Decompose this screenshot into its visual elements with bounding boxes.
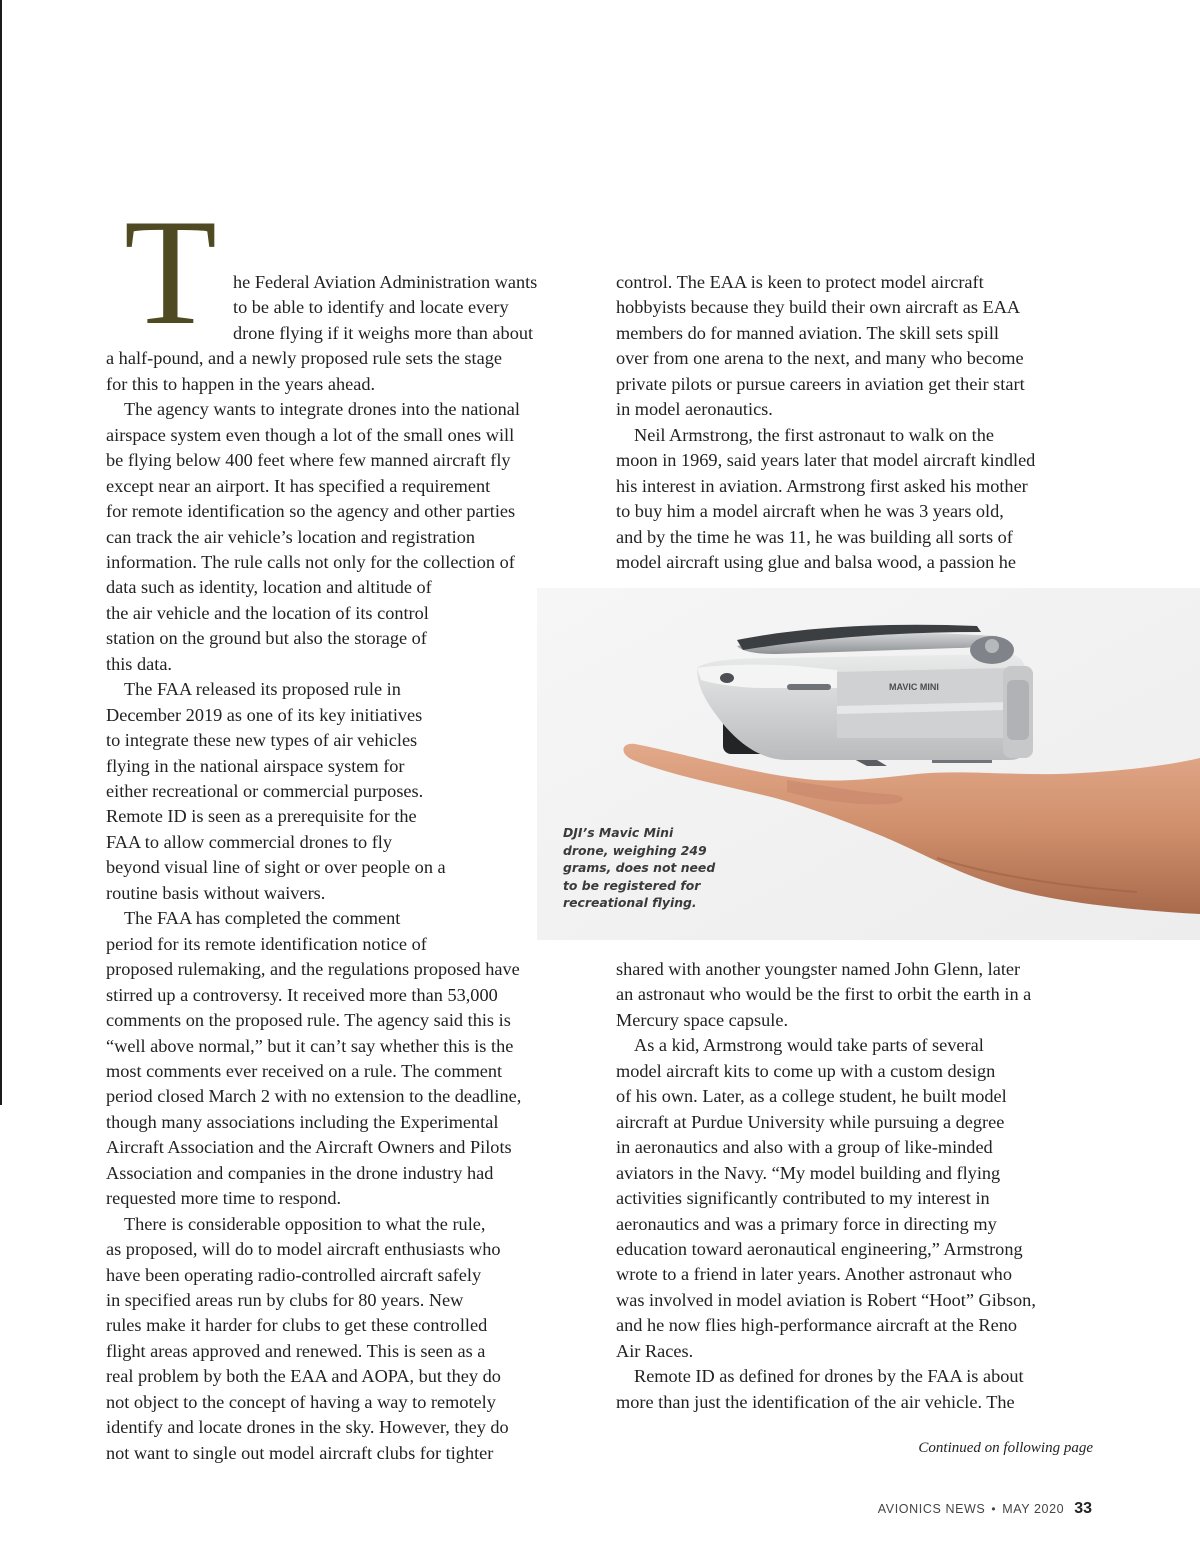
continued-note: Continued on following page	[918, 1440, 1093, 1456]
left-column-line: be flying below 400 feet where few manned aircraft fly	[106, 450, 511, 471]
left-column-line: not want to single out model aircraft clubs for tighter	[106, 1442, 494, 1463]
left-column-line: a half-pound, and a newly proposed rule sets the stage	[106, 348, 502, 369]
right-column-line: Air Races.	[616, 1340, 694, 1361]
left-column-line: identify and locate drones in the sky. However, they do	[106, 1417, 509, 1438]
left-column-line: stirred up a controversy. It received more than 53,000	[106, 984, 498, 1005]
left-column-line: comments on the proposed rule. The agency said this is	[106, 1010, 511, 1031]
left-column-line: rules make it harder for clubs to get these controlled	[106, 1315, 488, 1336]
left-column-line: Remote ID is seen as a prerequisite for the	[106, 806, 417, 827]
publication-name: AVIONICS NEWS	[877, 1502, 986, 1516]
left-column-line: except near an airport. It has specified a requirement	[106, 475, 491, 496]
left-column-line: to be able to identify and locate every	[233, 297, 509, 318]
left-column-line: There is considerable opposition to what the rule,	[124, 1213, 486, 1234]
right-column-line: to buy him a model aircraft when he was 3 years old,	[616, 501, 1004, 522]
left-column-line: not object to the concept of having a way to remotely	[106, 1391, 496, 1412]
caption-line: drone, weighing 249	[563, 842, 707, 858]
caption-line: to be registered for	[563, 877, 701, 893]
left-column-line: real problem by both the EAA and AOPA, but they do	[106, 1366, 501, 1387]
left-column-line: most comments ever received on a rule. The comment	[106, 1060, 503, 1081]
right-column-line: As a kid, Armstrong would take parts of several	[634, 1035, 984, 1056]
left-column-line: the air vehicle and the location of its control	[106, 602, 429, 623]
right-column-line: activities significantly contributed to my interest in	[616, 1188, 990, 1209]
right-column-line: of his own. Later, as a college student, he built model	[616, 1086, 1007, 1107]
left-column-line: routine basis without waivers.	[106, 882, 326, 903]
page-edge-rule	[0, 0, 2, 1105]
right-column-line: wrote to a friend in later years. Another astronaut who	[616, 1264, 1012, 1285]
left-column-line: station on the ground but also the storage of	[106, 628, 427, 649]
left-column-line: he Federal Aviation Administration wants	[233, 272, 538, 292]
right-column-line: Mercury space capsule.	[616, 1009, 789, 1030]
right-column-line: education toward aeronautical engineering,” Armstrong	[616, 1238, 1023, 1259]
right-column-line: model aircraft using glue and balsa wood, a passion he	[616, 551, 1017, 572]
right-column-line: control. The EAA is keen to protect model aircraft	[616, 272, 984, 292]
left-column-line: period for its remote identification notice of	[106, 933, 427, 954]
left-column-line: Association and companies in the drone industry had	[106, 1162, 494, 1183]
right-column-line: and by the time he was 11, he was building all sorts of	[616, 526, 1013, 547]
right-column-line: in aeronautics and also with a group of like-minded	[616, 1137, 993, 1158]
right-column-line: more than just the identification of the air vehicle. The	[616, 1391, 1015, 1412]
left-column-line: “well above normal,” but it can’t say whether this is the	[106, 1035, 514, 1056]
right-column-line: hobbyists because they build their own aircraft as EAA	[616, 297, 1021, 318]
left-column-line: in specified areas run by clubs for 80 years. New	[106, 1290, 464, 1310]
left-column-line: beyond visual line of sight or over people on a	[106, 857, 446, 878]
right-column-line: aircraft at Purdue University while pursuing a degree	[616, 1111, 1005, 1132]
left-column-line: airspace system even though a lot of the small ones will	[106, 424, 515, 445]
footer-separator: •	[991, 1502, 997, 1516]
drone-brand-label: MAVIC MINI	[889, 682, 939, 692]
left-column-line: period closed March 2 with no extension to the deadline,	[106, 1086, 522, 1107]
right-column-line: an astronaut who would be the first to orbit the earth in a	[616, 984, 1032, 1005]
left-column-line: to integrate these new types of air vehicles	[106, 730, 418, 751]
left-column-line: can track the air vehicle’s location and registration	[106, 526, 476, 547]
right-column-line: aviators in the Navy. “My model building and flying	[616, 1162, 1001, 1183]
drop-cap: T	[124, 188, 217, 356]
left-column-line: this data.	[106, 653, 173, 674]
right-column-line: Neil Armstrong, the first astronaut to walk on the	[634, 424, 994, 445]
left-column-line: requested more time to respond.	[106, 1188, 342, 1209]
left-column-line: for remote identification so the agency and other parties	[106, 501, 516, 522]
right-column-line: in model aeronautics.	[616, 399, 773, 420]
right-column-line: was involved in model aviation is Robert “Hoot” Gibson,	[616, 1289, 1036, 1310]
right-column-line: private pilots or pursue careers in aviation get their start	[616, 373, 1025, 394]
page-footer	[878, 1500, 1092, 1518]
right-column-line: model aircraft kits to come up with a custom design	[616, 1060, 996, 1081]
left-column-line: either recreational or commercial purposes.	[106, 781, 424, 801]
right-column-line: over from one arena to the next, and many who become	[616, 348, 1024, 369]
issue-date: MAY 2020	[1002, 1502, 1065, 1516]
left-column-line: though many associations including the Experimental	[106, 1111, 499, 1132]
caption-line: grams, does not need	[563, 860, 716, 876]
right-column-line: members do for manned aviation. The skill sets spill	[616, 322, 999, 343]
left-column-line: Aircraft Association and the Aircraft Owners and Pilots	[106, 1137, 512, 1158]
left-column-line: The FAA has completed the comment	[124, 908, 401, 929]
left-column-line: for this to happen in the years ahead.	[106, 373, 376, 394]
right-column-line: Remote ID as defined for drones by the FAA is about	[634, 1366, 1024, 1387]
left-column-line: as proposed, will do to model aircraft enthusiasts who	[106, 1239, 501, 1260]
left-column-line: FAA to allow commercial drones to fly	[106, 831, 393, 852]
left-column-line: data such as identity, location and altitude of	[106, 577, 432, 598]
left-column-line: have been operating radio-controlled aircraft safely	[106, 1264, 482, 1285]
left-column-line: December 2019 as one of its key initiatives	[106, 704, 423, 725]
right-column-line: and he now flies high-performance aircraft at the Reno	[616, 1315, 1018, 1336]
left-column-line: The agency wants to integrate drones into the national	[124, 399, 520, 420]
caption-line: recreational flying.	[563, 895, 697, 911]
caption-line: DJI’s Mavic Mini	[563, 825, 674, 840]
right-column-line: aeronautics and was a primary force in directing my	[616, 1213, 997, 1234]
left-column-line: drone flying if it weighs more than about	[233, 322, 534, 343]
right-column-line: moon in 1969, said years later that model aircraft kindled	[616, 450, 1036, 471]
page-number: 33	[1074, 1500, 1092, 1517]
right-column-line: shared with another youngster named John Glenn, later	[616, 959, 1021, 979]
left-column-line: information. The rule calls not only for the collection of	[106, 551, 515, 572]
photo-caption	[563, 824, 723, 912]
left-column-line: flight areas approved and renewed. This is seen as a	[106, 1340, 486, 1361]
right-column-line: his interest in aviation. Armstrong first asked his mother	[616, 475, 1028, 496]
left-column-line: The FAA released its proposed rule in	[124, 679, 401, 700]
left-column-line: proposed rulemaking, and the regulations proposed have	[106, 959, 520, 980]
left-column-line: flying in the national airspace system for	[106, 755, 405, 776]
